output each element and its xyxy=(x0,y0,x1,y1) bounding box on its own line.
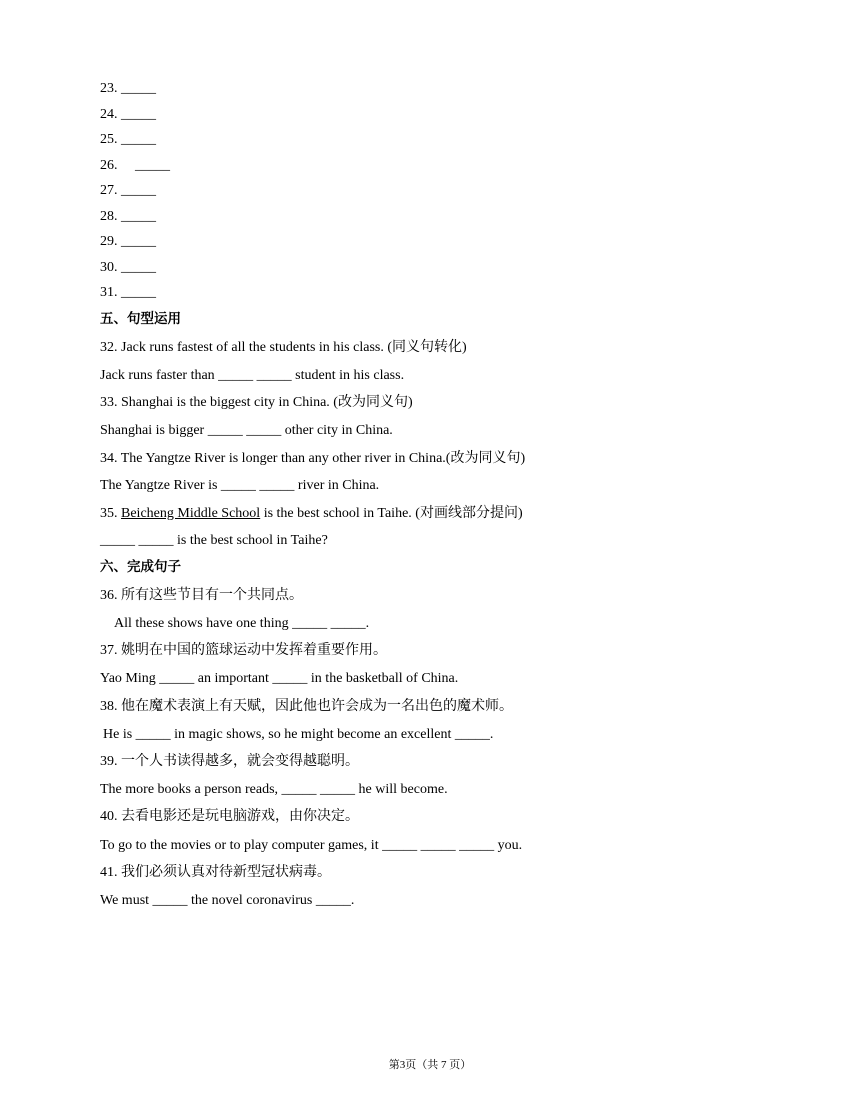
page-footer: 第3页（共 7 页） xyxy=(388,1059,472,1071)
answer-line-39: The more books a person reads, _____ _____ he will become. xyxy=(100,782,448,797)
answer-line-38: He is _____ in magic shows, so he might become an excellent _____. xyxy=(103,727,494,742)
question-38: 38. 他在魔术表演上有天赋，因此他也许会成为一名出色的魔术师。 xyxy=(100,699,513,714)
blank-item-24: 24. _____ xyxy=(100,107,156,122)
answer-line-41: We must _____ the novel coronavirus _____. xyxy=(100,893,355,908)
question-35 xyxy=(100,505,523,523)
question-33: 33. Shanghai is the biggest city in China. (改为同义句) xyxy=(100,395,413,410)
answer-line-36: All these shows have one thing _____ _____. xyxy=(114,616,370,631)
question-39: 39. 一个人书读得越多，就会变得越聪明。 xyxy=(100,754,359,769)
question-34: 34. The Yangtze River is longer than any other river in China.(改为同义句) xyxy=(100,451,526,466)
section-heading: 五、句型运用 xyxy=(100,311,181,327)
question-40: 40. 去看电影还是玩电脑游戏，由你决定。 xyxy=(100,809,359,824)
blank-item-30: 30. _____ xyxy=(100,260,156,275)
question-41: 41. 我们必须认真对待新型冠状病毒。 xyxy=(100,865,331,880)
section-heading: 六、完成句子 xyxy=(100,559,181,575)
blank-item-29: 29. _____ xyxy=(100,234,156,249)
answer-line-33: Shanghai is bigger _____ _____ other city in China. xyxy=(100,423,393,438)
answer-line-37: Yao Ming _____ an important _____ in the basketball of China. xyxy=(100,671,459,686)
blank-item-31: 31. _____ xyxy=(100,285,156,300)
blank-item-26: 26. _____ xyxy=(100,158,170,173)
blank-item-27: 27. _____ xyxy=(100,183,156,198)
underlined-phrase: Beicheng Middle School xyxy=(121,506,261,521)
blank-item-28: 28. _____ xyxy=(100,209,156,224)
question-35-rest: is the best school in Taihe. (对画线部分提问) xyxy=(260,506,523,521)
answer-line-40: To go to the movies or to play computer games, it _____ _____ _____ you. xyxy=(100,838,523,853)
answer-line-32: Jack runs faster than _____ _____ student in his class. xyxy=(100,368,405,383)
answer-line-35: _____ _____ is the best school in Taihe? xyxy=(100,533,328,548)
answer-line-34: The Yangtze River is _____ _____ river in China. xyxy=(100,478,380,493)
question-35-number: 35. xyxy=(100,506,121,521)
question-37: 37. 姚明在中国的篮球运动中发挥着重要作用。 xyxy=(100,643,387,658)
question-36: 36. 所有这些节目有一个共同点。 xyxy=(100,588,303,603)
question-32: 32. Jack runs fastest of all the students in his class. (同义句转化) xyxy=(100,340,467,355)
blank-item-23: 23. _____ xyxy=(100,81,156,96)
blank-item-25: 25. _____ xyxy=(100,132,156,147)
